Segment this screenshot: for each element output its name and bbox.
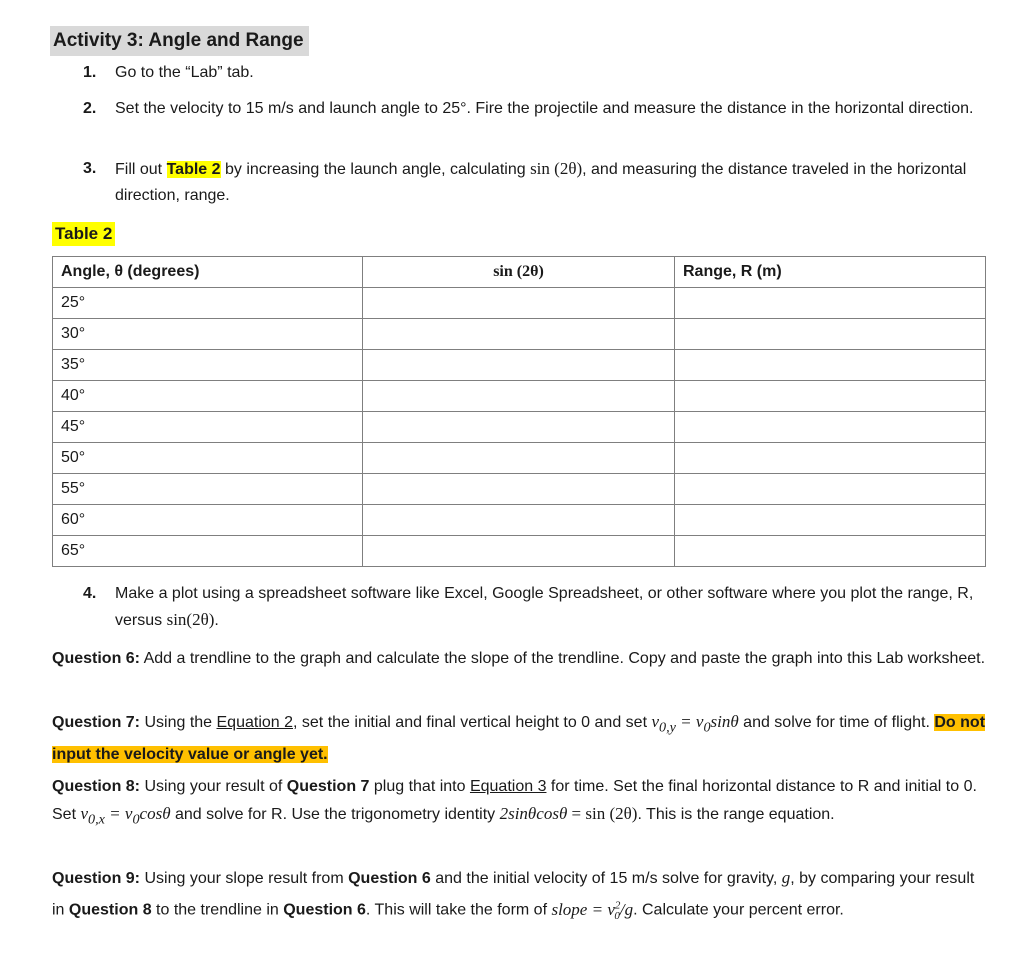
sin-cell[interactable] [363, 505, 675, 536]
question-9: Question 9: Using your slope result from Question 6 and the initial velocity of 15 m/s solve for gravity, g, by comparing your result in Question 8 to the trendline in Question 6. This will take the form of slope = $v^2_0/g$. Calculate your percent error. [52, 868, 975, 923]
sin-cell[interactable] [363, 412, 675, 443]
question-label: Question 7: [52, 714, 141, 731]
question-8: Question 8: Using your result of Question 7 plug that into Equation 3 for time. Set the final horizontal distance to R and initial to 0. Set $v_{0,x} = v_0\cos\theta$ and solve for R. Use the trigonometry identity 2sinθcosθ = sin (2θ). This is the range equation. [52, 778, 977, 828]
step-2 [83, 96, 988, 122]
range-cell[interactable] [675, 505, 986, 536]
step-3 [83, 156, 988, 209]
sin-cell[interactable] [363, 288, 675, 319]
activity-title: Activity 3: Angle and Range [50, 26, 309, 56]
question-6 [52, 645, 987, 672]
step-number: 1. [83, 64, 97, 81]
header-angle: Angle, θ (degrees) [53, 257, 363, 288]
vy-equation: $v_{0,y} = v_0\sin\theta$ [651, 712, 739, 736]
slope-equation: slope = $v^2_0/g$ [551, 899, 634, 923]
gravity-symbol: g [781, 868, 791, 887]
table-row [53, 505, 986, 536]
step-text: Fill out Table 2 by increasing the launch angle, calculating sin (2θ), and measuring the distance traveled in the horizontal direction, range. [115, 159, 967, 204]
step-number: 2. [83, 100, 97, 117]
table-row [53, 412, 986, 443]
range-cell[interactable] [675, 443, 986, 474]
question-label: Question 6: [52, 650, 141, 667]
question-label: Question 8: [52, 778, 141, 795]
sin-cell[interactable] [363, 381, 675, 412]
step-text: Go to the “Lab” tab. [115, 64, 254, 81]
angle-cell: 65° [53, 536, 363, 567]
angle-cell: 45° [53, 412, 363, 443]
step-4 [83, 581, 988, 634]
table-row [53, 474, 986, 505]
sin-cell[interactable] [363, 443, 675, 474]
equation-3-link[interactable]: Equation 3 [469, 778, 547, 795]
table-label: Table 2 [52, 222, 115, 246]
table-header-row [53, 257, 986, 288]
header-range: Range, R (m) [675, 257, 986, 288]
range-cell[interactable] [675, 350, 986, 381]
angle-cell: 35° [53, 350, 363, 381]
step-text: Make a plot using a spreadsheet software like Excel, Google Spreadsheet, or other software where you plot the range, R, versus sin(2θ). [115, 585, 974, 629]
vx-equation: $v_{0,x} = v_0\cos\theta$ [80, 804, 171, 828]
header-sin-2theta: sin (2θ) [363, 257, 675, 288]
warning-highlight: Do not input the velocity value or angle yet. [52, 714, 986, 764]
angle-cell: 25° [53, 288, 363, 319]
sin-cell[interactable] [363, 350, 675, 381]
angle-cell: 50° [53, 443, 363, 474]
question-text: Add a trendline to the graph and calculate the slope of the trendline. Copy and paste the graph into this Lab worksheet. [140, 650, 986, 667]
table-row [53, 350, 986, 381]
question-7: Question 7: Using the Equation 2, set the initial and final vertical height to 0 and set $v_{0,y} = v_0\sin\theta$ and solve for time of flight. Do not input the velocity value or angle yet. [52, 712, 986, 764]
range-cell[interactable] [675, 412, 986, 443]
angle-cell: 55° [53, 474, 363, 505]
table-row [53, 319, 986, 350]
angle-cell: 40° [53, 381, 363, 412]
data-table [52, 256, 986, 567]
table-row [53, 536, 986, 567]
trig-identity: 2sinθcosθ = sin (2θ) [499, 804, 638, 823]
range-cell[interactable] [675, 474, 986, 505]
sin-cell[interactable] [363, 319, 675, 350]
step-1 [83, 60, 988, 86]
range-cell[interactable] [675, 319, 986, 350]
step-number: 3. [83, 160, 97, 177]
table-2-reference: Table 2 [166, 161, 221, 178]
sin-2theta-math: sin (2θ) [530, 159, 583, 178]
range-cell[interactable] [675, 536, 986, 567]
table-row [53, 443, 986, 474]
step-number: 4. [83, 585, 97, 602]
range-cell[interactable] [675, 381, 986, 412]
table-row [53, 381, 986, 412]
question-label: Question 9: [52, 870, 141, 887]
angle-cell: 60° [53, 505, 363, 536]
equation-2-link[interactable]: Equation 2 [216, 714, 294, 731]
sin-cell[interactable] [363, 536, 675, 567]
range-cell[interactable] [675, 288, 986, 319]
sin-2theta-math: sin(2θ) [166, 610, 215, 629]
table-row [53, 288, 986, 319]
sin-cell[interactable] [363, 474, 675, 505]
step-text: Set the velocity to 15 m/s and launch angle to 25°. Fire the projectile and measure the distance in the horizontal direction. [115, 100, 974, 117]
angle-cell: 30° [53, 319, 363, 350]
